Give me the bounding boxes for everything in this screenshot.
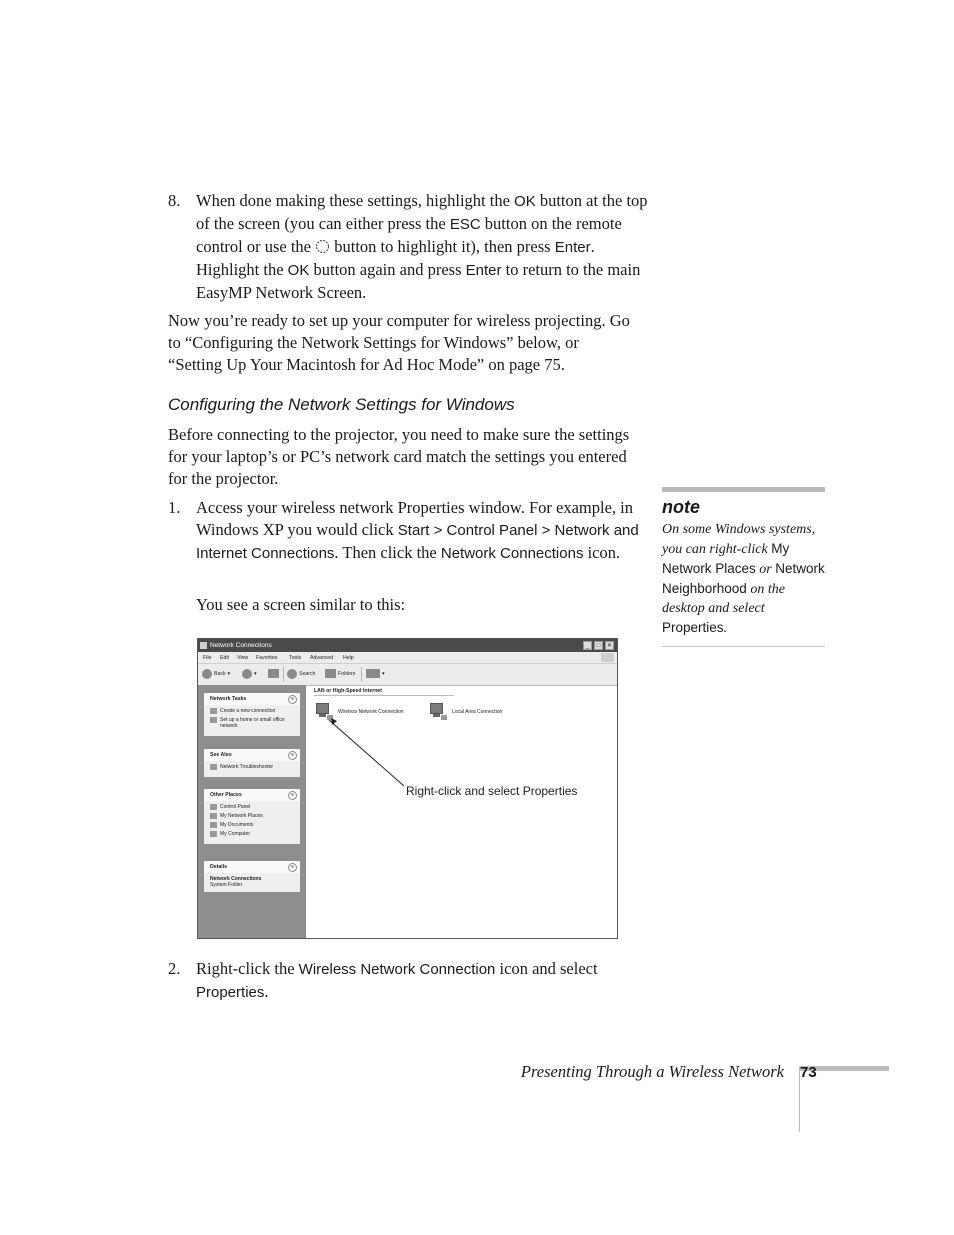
panel-title xyxy=(204,789,300,801)
forward-arrow-icon xyxy=(242,669,252,679)
step-text: Access your wireless network Properties window. For example, in Windows XP you would click xyxy=(196,498,634,539)
step-text: When done making these settings, highlight the xyxy=(196,191,515,210)
properties-label: Properties xyxy=(196,984,265,1001)
step-text: . Highlight the xyxy=(196,237,595,279)
group-divider xyxy=(314,695,454,696)
paragraph-before-connecting: Before connecting to the projector, you need to make sure the settings for your laptop’s or PC’s network card match the settings you entered for the projector. xyxy=(168,425,630,488)
panel-title xyxy=(204,749,300,761)
search-label: Search xyxy=(299,671,316,677)
step-number: 1. xyxy=(168,498,181,517)
menu-view: View xyxy=(237,655,249,661)
folder-up-icon xyxy=(268,669,279,678)
task-pane xyxy=(198,685,306,938)
place-item xyxy=(210,822,296,828)
panel-details xyxy=(204,861,300,892)
folders-label: Folders xyxy=(338,670,356,677)
window-titlebar xyxy=(198,639,617,652)
collapse-icon: « xyxy=(288,863,297,872)
note-body xyxy=(662,520,825,638)
toolbar-separator xyxy=(361,667,362,682)
step-text: . xyxy=(264,982,269,1001)
running-footer-title: Presenting Through a Wireless Network xyxy=(520,1062,784,1081)
task-item xyxy=(210,717,296,729)
panel-network-tasks xyxy=(204,693,300,736)
panel-other-places xyxy=(204,789,300,844)
step-1 xyxy=(168,497,658,565)
paragraph-ready: Now you’re ready to set up your computer for wireless projecting. Go to “Configuring the Network Settings for Windows” below, or “Setting Up Your Macintosh for Ad Hoc Mode” on page 75. xyxy=(168,311,630,374)
minimize-icon: _ xyxy=(583,641,592,650)
note-text: On some Windows systems, you can right-click xyxy=(662,522,816,557)
step-number: 8. xyxy=(168,191,181,210)
close-icon: ✕ xyxy=(606,643,613,649)
documents-icon xyxy=(210,822,217,828)
up-button xyxy=(268,669,279,678)
search-button xyxy=(287,669,315,679)
window-title: Network Connections xyxy=(210,642,272,649)
menu-bar xyxy=(198,652,617,664)
step-text: button to highlight it), then press xyxy=(330,237,555,256)
place-item xyxy=(210,804,296,810)
step-text: . Then click the xyxy=(334,543,441,562)
place-label: My Documents xyxy=(220,822,254,828)
panel-title-text: Details xyxy=(210,864,228,870)
menu-path: Start > Control Panel > Network and Internet Connections xyxy=(196,522,639,562)
window-icon xyxy=(200,642,207,649)
properties-label: Properties xyxy=(662,620,724,635)
panel-title-text: Network Tasks xyxy=(210,696,247,702)
computer-icon xyxy=(210,831,217,837)
forward-button: ▾ xyxy=(242,669,257,679)
section-heading: Configuring the Network Settings for Windows xyxy=(168,395,515,414)
collapse-icon: « xyxy=(288,791,297,800)
place-item xyxy=(210,813,296,819)
task-item xyxy=(210,764,296,770)
paragraph-see-screen: You see a screen similar to this: xyxy=(196,595,406,614)
place-label: Control Panel xyxy=(220,804,251,810)
step-text: to return to the main EasyMP Network Screen. xyxy=(196,260,641,302)
lan-connection-icon xyxy=(428,703,448,721)
enter-label: Enter xyxy=(554,239,591,256)
place-label: My Network Places xyxy=(220,813,263,819)
control-panel-icon xyxy=(210,804,217,810)
connections-view xyxy=(306,685,617,938)
windows-logo-icon xyxy=(601,653,614,662)
place-label: My Computer xyxy=(220,831,251,837)
home-network-icon xyxy=(210,717,217,723)
note-text: . xyxy=(723,621,728,636)
step-2 xyxy=(168,958,658,1004)
troubleshooter-icon xyxy=(210,764,217,770)
network-connections-label: Network Connections xyxy=(440,545,584,562)
toolbar-separator xyxy=(283,667,284,682)
network-places-icon xyxy=(210,813,217,819)
callout-label: Right-click and select Properties xyxy=(406,784,578,798)
step-text: icon and select xyxy=(495,959,598,978)
maximize-icon: □ xyxy=(594,641,603,650)
ok-label: OK xyxy=(514,193,536,210)
toolbar xyxy=(198,664,617,686)
panel-see-also xyxy=(204,749,300,777)
menu-help: Help xyxy=(343,655,354,661)
panel-title-text: See Also xyxy=(210,752,232,758)
search-icon xyxy=(287,669,297,679)
task-item xyxy=(210,708,296,714)
note-title: note xyxy=(662,497,700,517)
ok-label: OK xyxy=(287,262,310,279)
menu-file: File xyxy=(203,655,212,661)
new-connection-icon xyxy=(210,708,217,714)
page-number: 73 xyxy=(800,1064,817,1081)
menu-edit: Edit xyxy=(220,655,229,661)
note-text: on the desktop and select xyxy=(662,582,785,616)
enter-label: Enter xyxy=(465,262,502,279)
views-icon xyxy=(366,669,380,678)
collapse-icon: « xyxy=(288,695,297,704)
menu-tools: Tools xyxy=(289,655,302,661)
task-label: Network Troubleshooter xyxy=(220,764,274,770)
task-label: Set up a home or small office network xyxy=(220,717,285,729)
step-text: Right-click the xyxy=(196,959,299,978)
menu-advanced: Advanced xyxy=(310,655,334,661)
back-button: Back ▾ xyxy=(202,669,230,679)
wireless-connection-icon xyxy=(314,703,334,721)
panel-title-text: Other Places xyxy=(210,792,242,798)
back-arrow-icon xyxy=(202,669,212,679)
folders-button xyxy=(325,669,355,678)
note-text: or xyxy=(755,562,776,577)
connection-label: Wireless Network Connection xyxy=(338,709,404,715)
my-network-places-label: My Network Places xyxy=(662,541,790,576)
step-text: button at the top of the screen (you can either press the xyxy=(196,191,648,233)
panel-title xyxy=(204,693,300,705)
folders-icon xyxy=(325,669,336,678)
navigation-button-icon xyxy=(315,239,330,254)
place-item xyxy=(210,831,296,837)
esc-label: ESC xyxy=(449,216,481,233)
step-8 xyxy=(168,190,658,304)
connection-label: Local Area Connection xyxy=(452,709,503,715)
task-label: Create a new connection xyxy=(220,708,276,714)
note-box xyxy=(662,487,825,647)
step-text: icon. xyxy=(583,543,621,562)
step-text: button again and press xyxy=(309,260,466,279)
step-text: button on the remote control or use the xyxy=(196,214,622,256)
details-name: Network Connections xyxy=(210,876,262,882)
details-type: System Folder xyxy=(210,882,243,888)
wireless-connection-label: Wireless Network Connection xyxy=(298,961,496,978)
network-neighborhood-label: Network Neighborhood xyxy=(662,561,825,596)
back-label: Back xyxy=(214,671,226,677)
collapse-icon: « xyxy=(288,751,297,760)
step-number: 2. xyxy=(168,959,181,978)
menu-favorites: Favorites xyxy=(256,655,278,661)
local-area-connection xyxy=(428,703,502,721)
wireless-network-connection xyxy=(314,703,404,721)
group-header: LAN or High-Speed Internet xyxy=(314,688,383,694)
panel-title xyxy=(204,861,300,873)
views-button: ▾ xyxy=(366,669,385,678)
